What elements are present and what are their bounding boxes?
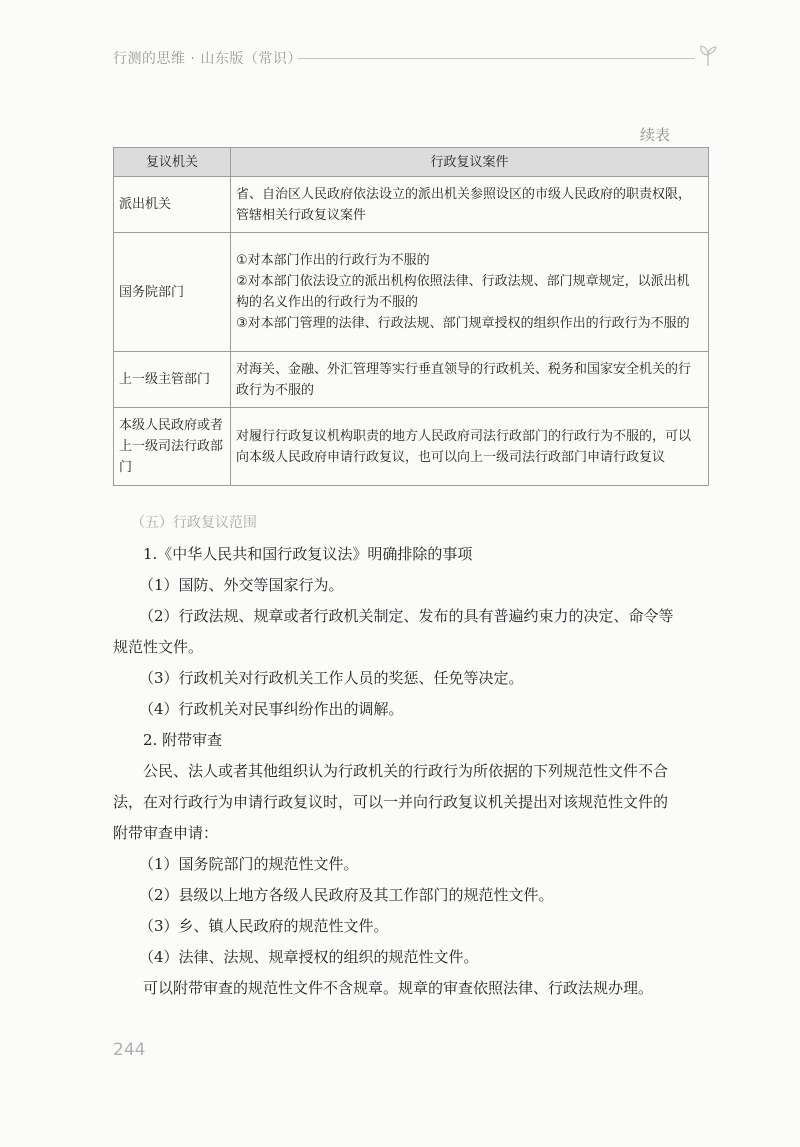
- header-rule: [298, 58, 695, 59]
- cases-cell: [231, 177, 709, 233]
- case-item: ②对本部门依法设立的派出机构依照法律、行政法规、部门规章规定，以派出机构的名义作出的行政行为不服的: [236, 274, 690, 310]
- incidental-item: （4）法律、法规、规章授权的组织的规范性文件。: [139, 948, 479, 966]
- exclusion-item: （4）行政机关对民事纠纷作出的调解。: [139, 700, 404, 718]
- authority-cell: 派出机关: [114, 177, 231, 233]
- case-item: ③对本部门管理的法律、行政法规、部门规章授权的组织作出的行政行为不服的: [236, 316, 690, 331]
- authority-cell: 上一级主管部门: [114, 352, 231, 408]
- review-authority-table: [113, 147, 709, 486]
- table-row: [114, 352, 709, 408]
- cases-cell: [231, 408, 709, 486]
- table-row: [114, 408, 709, 486]
- running-header: [113, 48, 723, 72]
- case-item: 对履行行政复议机构职责的地方人民政府司法行政部门的行政行为不服的，可以向本级人民政府申请行政复议，也可以向上一级司法行政部门申请行政复议: [236, 428, 692, 465]
- body-content: [113, 508, 711, 1004]
- incidental-intro-line: 附带审查申请：: [113, 824, 219, 842]
- incidental-intro-line: 公民、法人或者其他组织认为行政机关的行政行为所依据的下列规范性文件不合: [143, 762, 669, 780]
- incidental-item: （1）国务院部门的规范性文件。: [139, 855, 359, 873]
- incidental-item: （3）乡、镇人民政府的规范性文件。: [139, 917, 389, 935]
- continued-table-label: 续表: [640, 126, 671, 144]
- table-row: [114, 233, 709, 352]
- incidental-item: （2）县级以上地方各级人民政府及其工作部门的规范性文件。: [139, 886, 554, 904]
- section-title: （五）行政复议范围: [131, 515, 257, 531]
- exclusion-item-continuation: 规范性文件。: [113, 638, 204, 656]
- table-row: [114, 177, 709, 233]
- authority-cell: 国务院部门: [114, 233, 231, 352]
- header-cases: 行政复议案件: [231, 148, 709, 177]
- exclusion-item: （2）行政法规、规章或者行政机关制定、发布的具有普遍约束力的决定、命令等: [139, 607, 674, 625]
- exclusion-item: （3）行政机关对行政机关工作人员的奖惩、任免等决定。: [139, 669, 524, 687]
- case-item: ①对本部门作出的行政行为不服的: [236, 253, 430, 268]
- table-header-row: [114, 148, 709, 177]
- authority-cell: 本级人民政府或者上一级司法行政部门: [114, 408, 231, 486]
- cases-cell: [231, 233, 709, 352]
- incidental-intro-line: 法，在对行政行为申请行政复议时，可以一并向行政复议机关提出对该规范性文件的: [113, 793, 669, 811]
- header-authority: 复议机关: [114, 148, 231, 177]
- case-item: 省、自治区人民政府依法设立的派出机关参照设区的市级人民政府的职责权限，管辖相关行政复议案件: [236, 186, 692, 223]
- book-title: 行测的思维 · 山东版（常识）: [113, 51, 302, 67]
- sprout-icon: [695, 42, 721, 68]
- page-number: 244: [113, 1040, 146, 1060]
- case-item: 对海关、金融、外汇管理等实行垂直领导的行政机关、税务和国家安全机关的行政行为不服的: [236, 361, 692, 398]
- exclusions-heading: 1.《中华人民共和国行政复议法》明确排除的事项: [143, 545, 473, 563]
- incidental-heading: 2. 附带审查: [143, 731, 223, 749]
- exclusion-item: （1）国防、外交等国家行为。: [139, 576, 344, 594]
- closing-paragraph: 可以附带审查的规范性文件不含规章。规章的审查依照法律、行政法规办理。: [143, 979, 654, 997]
- cases-cell: [231, 352, 709, 408]
